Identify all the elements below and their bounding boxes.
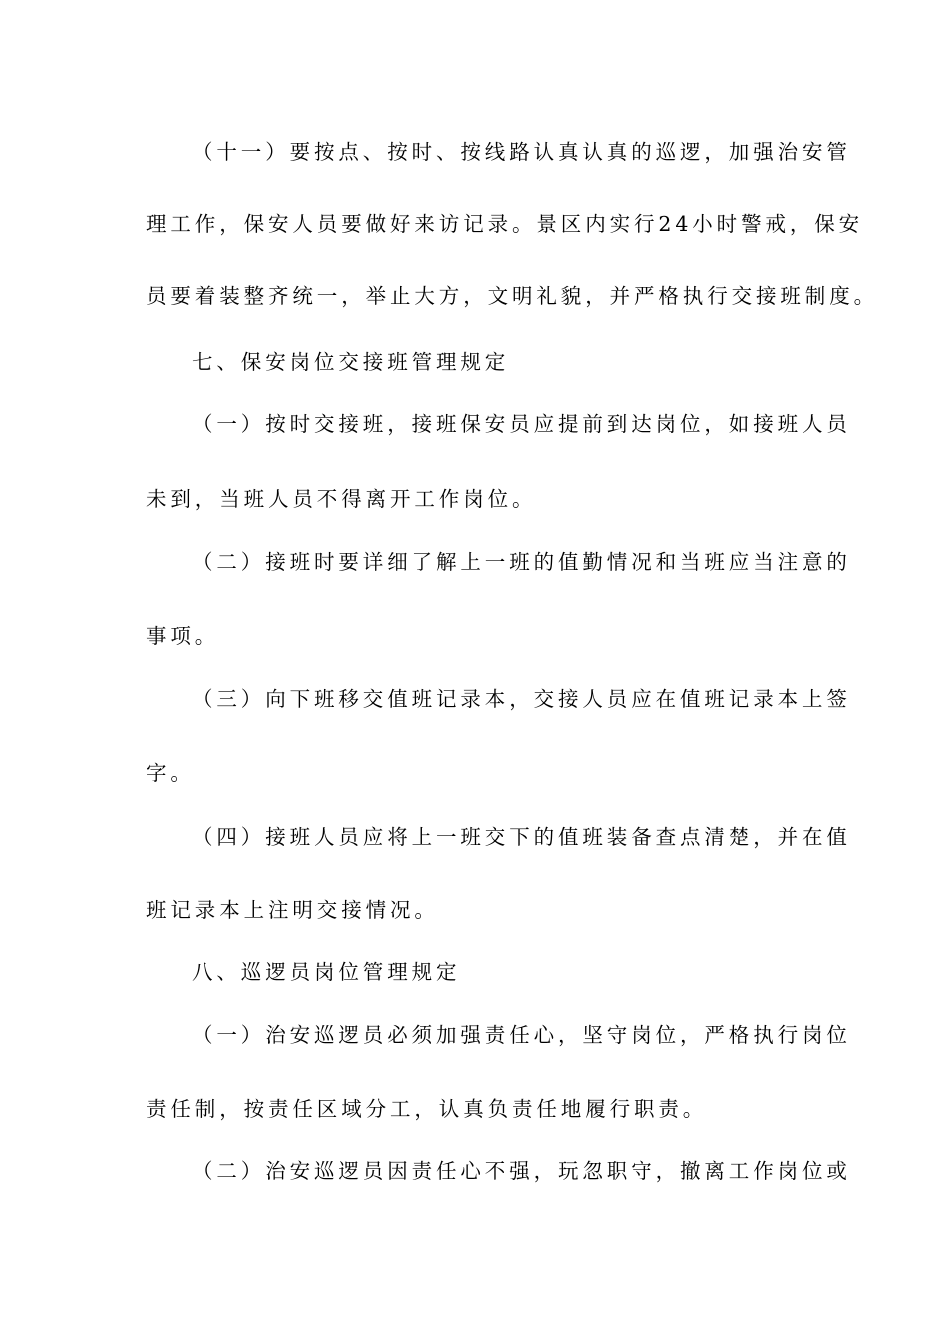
section-heading: 八、巡逻员岗位管理规定 (192, 960, 461, 984)
paragraph-line: 事项。 (146, 624, 220, 648)
paragraph-line: （三）向下班移交值班记录本，交接人员应在值班记录本上签 (192, 687, 851, 711)
paragraph-line: 班记录本上注明交接情况。 (146, 898, 439, 922)
paragraph-line: 字。 (146, 761, 195, 785)
section-heading: 七、保安岗位交接班管理规定 (192, 350, 510, 374)
paragraph-line: （二）治安巡逻员因责任心不强，玩忽职守，撤离工作岗位或 (192, 1159, 851, 1183)
paragraph-line: 员要着装整齐统一，举止大方，文明礼貌，并严格执行交接班制度。 (146, 284, 878, 308)
paragraph-line: 理工作，保安人员要做好来访记录。景区内实行24小时警戒，保安 (146, 212, 864, 236)
paragraph-line: （一）按时交接班，接班保安员应提前到达岗位，如接班人员 (192, 412, 851, 436)
paragraph-line: （二）接班时要详细了解上一班的值勤情况和当班应当注意的 (192, 550, 851, 574)
paragraph-line: 责任制，按责任区域分工，认真负责任地履行职责。 (146, 1097, 708, 1121)
paragraph-line: （一）治安巡逻员必须加强责任心，坚守岗位，严格执行岗位 (192, 1023, 851, 1047)
paragraph-line: 未到，当班人员不得离开工作岗位。 (146, 487, 537, 511)
paragraph-line: （四）接班人员应将上一班交下的值班装备查点清楚，并在值 (192, 825, 851, 849)
paragraph-line: （十一）要按点、按时、按线路认真认真的巡逻，加强治安管 (192, 140, 851, 164)
